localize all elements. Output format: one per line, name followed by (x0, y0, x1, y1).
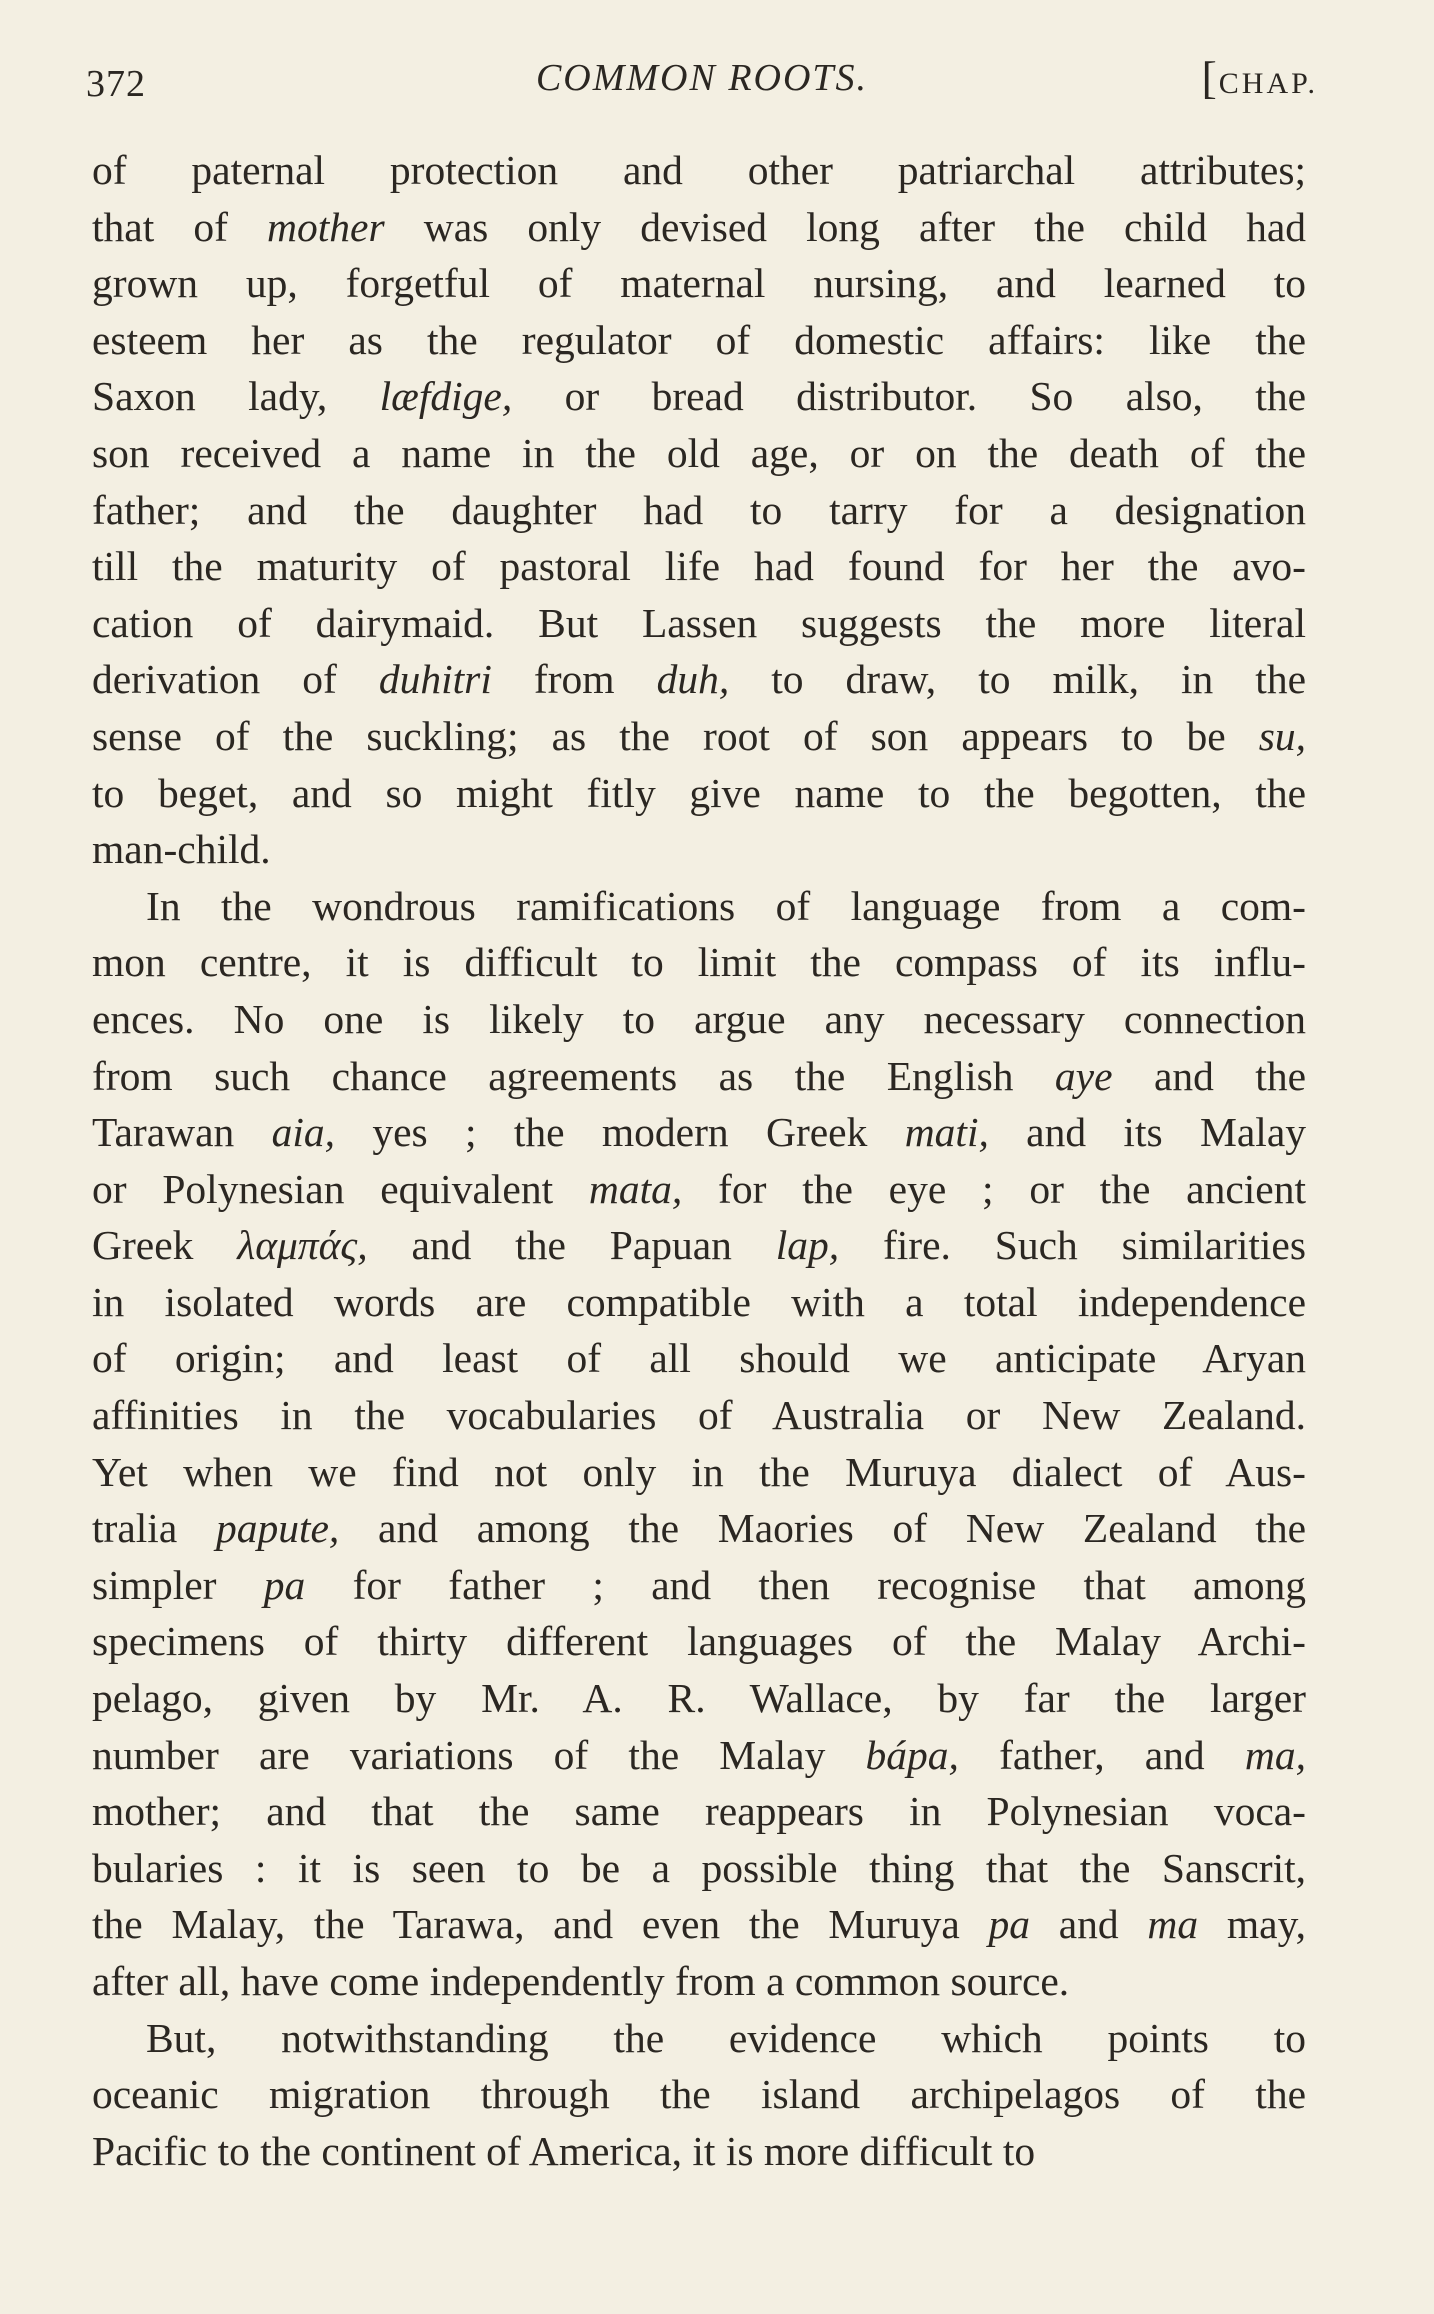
text-run: But, notwithstanding the evidence which points to (146, 2014, 1306, 2061)
text-line (92, 368, 1306, 425)
text-run: Tarawan (92, 1109, 272, 1156)
text-line (92, 595, 1306, 652)
text-line (92, 1104, 1306, 1161)
italic-term: mata, (588, 1165, 683, 1212)
text-line (92, 991, 1306, 1048)
text-run: and the Papuan (367, 1222, 776, 1269)
text-run: till the maturity of pastoral life had found for her the avo- (92, 543, 1306, 590)
text-line (92, 1670, 1306, 1727)
text-run: oceanic migration through the island archipelagos of the (92, 2071, 1306, 2118)
text-line (92, 1387, 1306, 1444)
text-line (92, 255, 1306, 312)
text-line (92, 2010, 1306, 2067)
text-run: man-child. (92, 826, 271, 873)
text-line (92, 538, 1306, 595)
text-run: son received a name in the old age, or on the death of the (92, 429, 1306, 476)
text-run: for the eye ; or the ancient (682, 1165, 1306, 1212)
text-run: Greek (92, 1222, 238, 1269)
text-run: of origin; and least of all should we anticipate Aryan (92, 1335, 1306, 1382)
text-run: tralia (92, 1505, 216, 1552)
text-run: may, (1198, 1901, 1306, 1948)
text-run: or Polynesian equivalent (92, 1165, 589, 1212)
text-run: sense of the suckling; as the root of son appears to be (92, 712, 1259, 759)
italic-term: su, (1258, 712, 1306, 759)
running-head (86, 48, 1318, 108)
text-run: from (491, 656, 657, 703)
chapter-label: CHAP. (1218, 67, 1318, 100)
text-run: yes ; the modern Greek (335, 1109, 905, 1156)
italic-term: mother (267, 203, 385, 250)
text-run: Saxon lady, (92, 373, 380, 420)
text-run: after all, have come independently from a common source. (92, 1958, 1070, 2004)
text-run: cation of dairymaid. But Lassen suggests the more literal (92, 599, 1306, 646)
text-line (92, 1953, 1306, 2010)
text-run: affinities in the vocabularies of Australia or New Zealand. (92, 1392, 1306, 1439)
text-run: mother; and that the same reappears in Polynesian voca- (92, 1788, 1306, 1835)
text-line (92, 1613, 1306, 1670)
text-run: fire. Such similarities (839, 1222, 1306, 1269)
text-line (92, 1500, 1306, 1557)
text-line (92, 1557, 1306, 1614)
text-line (92, 1330, 1306, 1387)
text-run: Pacific to the continent of America, it is more difficult to (92, 2127, 1036, 2174)
text-line (92, 708, 1306, 765)
text-run: for father ; and then recognise that among (305, 1561, 1306, 1608)
text-run: derivation of (92, 656, 379, 703)
italic-term: lap, (775, 1222, 840, 1269)
text-line (92, 1161, 1306, 1218)
text-run: number are variations of the Malay (92, 1731, 866, 1778)
text-line (92, 821, 1306, 878)
text-run: esteem her as the regulator of domestic affairs: like the (92, 316, 1306, 363)
text-run: of paternal protection and other patriarchal attributes; (92, 147, 1306, 193)
text-run: grown up, forgetful of maternal nursing, and learned to (92, 260, 1306, 307)
text-run: to beget, and so might fitly give name to the begotten, the (92, 769, 1306, 816)
text-run: mon centre, it is difficult to limit the compass of its influ- (92, 939, 1306, 986)
italic-term: pa (988, 1901, 1030, 1948)
italic-term: ma (1147, 1901, 1199, 1948)
text-run: was only devised long after the child had (384, 203, 1306, 250)
text-line (92, 2066, 1306, 2123)
text-line (92, 312, 1306, 369)
text-line (92, 425, 1306, 482)
italic-term: ma, (1244, 1731, 1306, 1778)
text-run: and its Malay (988, 1109, 1306, 1156)
text-run: bularies : it is seen to be a possible thing that the Sanscrit, (92, 1844, 1306, 1891)
text-line (92, 765, 1306, 822)
text-line (92, 934, 1306, 991)
italic-term: duh, (656, 656, 730, 703)
running-title: COMMON ROOTS. (535, 57, 869, 99)
text-line (92, 142, 1306, 199)
chapter-mark (1201, 48, 1318, 114)
text-run: pelago, given by Mr. A. R. Wallace, by far the larger (92, 1675, 1306, 1722)
text-run: father; and the daughter had to tarry for a designation (92, 486, 1306, 533)
italic-term: λαμπάς, (237, 1222, 368, 1269)
italic-term: bápa, (865, 1731, 959, 1778)
text-run: simpler (92, 1561, 264, 1608)
text-run: that of (92, 203, 268, 250)
text-line (92, 1896, 1306, 1953)
chapter-bracket: [ (1201, 52, 1219, 103)
italic-term: pa (263, 1561, 306, 1608)
text-line (92, 2123, 1306, 2180)
text-run: in isolated words are compatible with a total independence (92, 1278, 1306, 1325)
text-line (92, 482, 1306, 539)
text-run: ences. No one is likely to argue any necessary connection (92, 995, 1306, 1042)
page-number: 372 (86, 63, 146, 105)
text-line (92, 1727, 1306, 1784)
text-line (92, 1444, 1306, 1501)
text-line (92, 1783, 1306, 1840)
italic-term: papute, (215, 1505, 340, 1552)
body-text (92, 142, 1306, 2179)
text-line (92, 1048, 1306, 1105)
text-run: Yet when we find not only in the Muruya dialect of Aus- (92, 1448, 1306, 1495)
text-run: and the (1112, 1052, 1306, 1099)
text-run: or bread distributor. So also, the (512, 373, 1306, 420)
text-run: the Malay, the Tarawa, and even the Muruya (92, 1901, 989, 1948)
text-line (92, 1274, 1306, 1331)
text-line (92, 878, 1306, 935)
text-line (92, 1840, 1306, 1897)
text-run: to draw, to milk, in the (729, 656, 1306, 703)
italic-term: mati, (904, 1109, 989, 1156)
text-run: and among the Maories of New Zealand the (339, 1505, 1307, 1552)
text-run: specimens of thirty different languages of the Malay Archi- (92, 1618, 1306, 1665)
text-run: from such chance agreements as the English (92, 1052, 1055, 1099)
text-run: father, and (958, 1731, 1245, 1778)
italic-term: aye (1054, 1052, 1113, 1099)
italic-term: læfdige, (379, 373, 513, 420)
text-line (92, 651, 1306, 708)
text-line (92, 199, 1306, 256)
text-line (92, 1217, 1306, 1274)
text-run: and (1029, 1901, 1148, 1948)
text-run: In the wondrous ramifications of language from a com- (146, 882, 1306, 929)
italic-term: aia, (271, 1109, 335, 1156)
italic-term: duhitri (378, 656, 492, 703)
